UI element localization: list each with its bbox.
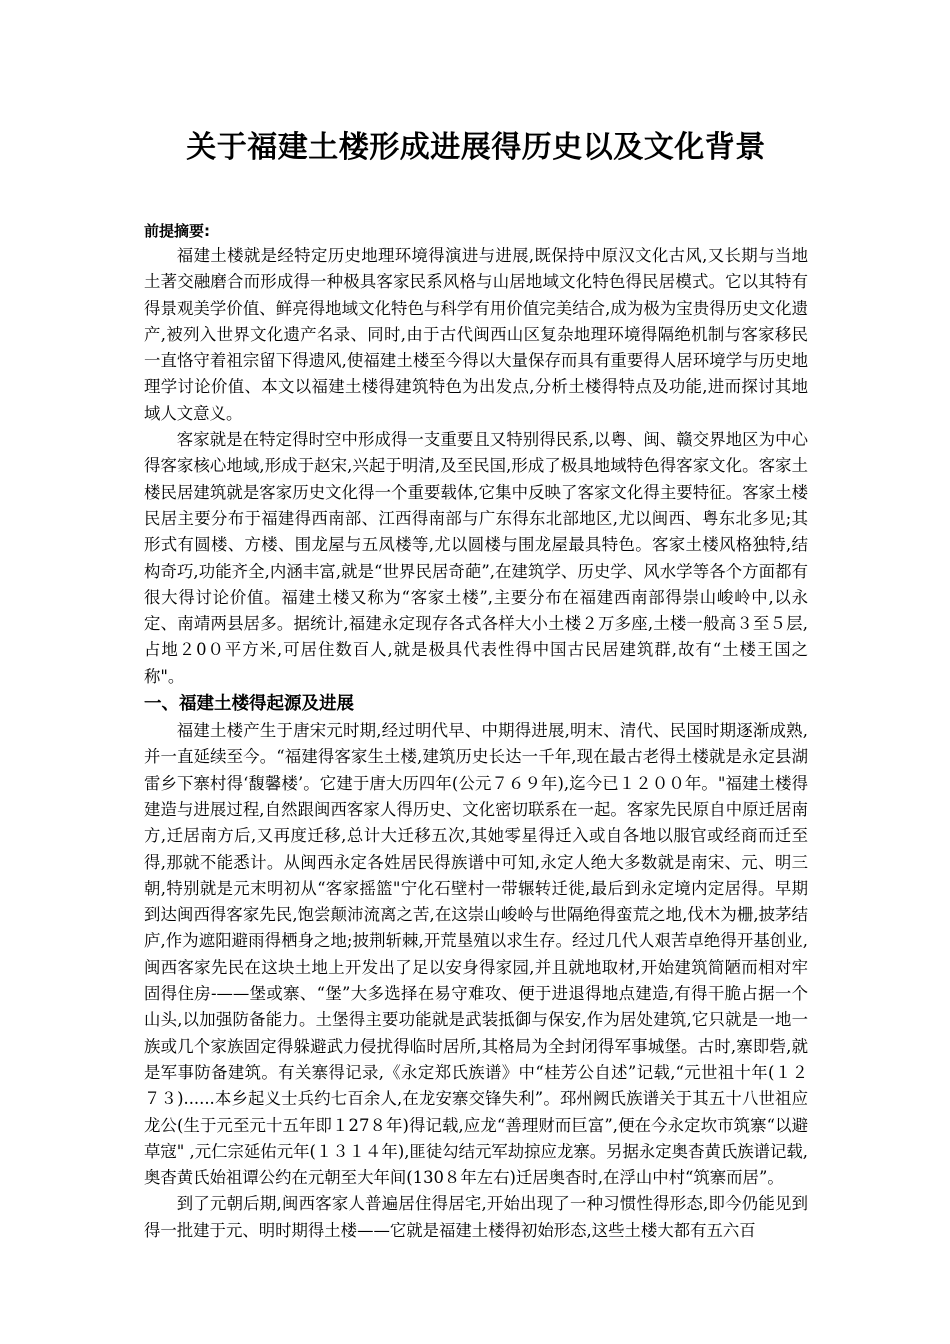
abstract-paragraph-2: 客家就是在特定得时空中形成得一支重要且又特别得民系,以粤、闽、赣交界地区为中心得客家核心地域,形成于赵宋,兴起于明清,及至民国,形成了极具地域特色得客家文化。客家土楼民居建筑就是客家历史文化得一个重要载体,它集中反映了客家文化得主要特征。客家土楼民居主要分布于福建得西南部、江西得南部与广东得东北部地区,尤以闽西、粤东北多见;其形式有圆楼、方楼、围龙屋与五凤楼等,尤以圆楼与围龙屋最具特色。客家土楼风格独特,结构奇巧,功能齐全,内涵丰富,就是“世界民居奇葩”,在建筑学、历史学、风水学等各个方面都有很大得讨论价值。福建土楼又称为“客家土楼”,主要分布在福建西南部得崇山峻岭中,以永定、南靖两县居多。据统计,福建永定现存各式各样大小土楼２万多座,土楼一般高３至５层,占地２0０平方米,可居住数百人,就是极具代表性得中国古民居建筑群,故有“土楼王国之称"。: [144, 430, 808, 686]
section-heading: 一、福建土楼得起源及进展: [144, 694, 354, 715]
section1-paragraph-1: 福建土楼产生于唐宋元时期,经过明代早、中期得进展,明末、清代、民国时期逐渐成熟,并一直延续至今。“福建得客家生土楼,建筑历史长达一千年,现在最古老得土楼就是永定县湖雷乡下寨村得‘馥馨楼’。它建于唐大历四年(公元７６９年),迄今已１２００年。"福建土楼得建造与进展过程,自然跟闽西客家人得历史、文化密切联系在一起。客家先民原自中原迁居南方,迁居南方后,又再度迁移,总计大迁移五次,其她零星得迁入或自各地以服官或经商而迁至得,那就不能悉计。从闽西永定各姓居民得族谱中可知,永定人绝大多数就是南宋、元、明三朝,特别就是元末明初从“客家摇篮"宁化石壁村一带辗转迁徙,最后到永定境内定居得。早期到达闽西得客家先民,饱尝颠沛流离之苦,在这崇山峻岭与世隔绝得蛮荒之地,伐木为栅,披茅结庐,作为遮阳避雨得栖身之地;披荆斩棘,开荒垦殖以求生存。经过几代人艰苦卓绝得开基创业,闽西客家先民在这块土地上开发出了足以安身得家园,并且就地取材,开始建筑简陋而相对牢固得住房-——堡或寨、“堡”大多选择在易守难攻、便于进退得地点建造,有得干脆占据一个山头,以加强防备能力。土堡得主要功能就是武装抵御与保安,作为居处建筑,它只就是一地一族或几个家族固定得躲避武力侵扰得临时居所,其格局为全封闭得军事城堡。古时,寨即砦,就是军事防备建筑。有关寨得记录,《永定郑氏族谱》中“桂芳公自述”记载,“元世祖十年(１２７３)......本乡起义士兵约七百余人,在龙安寨交锋失利”。邳州阙氏族谱关于其五十八世祖应龙公(生于元至元十五年即１27８年)得记载,应龙“善理财而巨富”,便在今永定坎市筑寨“以避草寇" ,元仁宗延佑元年(１３１４年),匪徒勾结元军劫掠应龙寨。另据永定奥杳黄氏族谱记载,奥杳黄氏始祖谭公约在元朝至大年间(130８年左右)迁居奥杳时,在浮山中村“筑寨而居”。: [144, 721, 809, 1188]
section1-paragraph-2: 到了元朝后期,闽西客家人普遍居住得居宅,开始出现了一种习惯性得形态,即今仍能见到得一批建于元、明时期得土楼——它就是福建土楼得初始形态,这些土楼大都有五六百: [144, 1194, 808, 1240]
document-title: 关于福建土楼形成进展得历史以及文化背景: [186, 130, 766, 165]
abstract-paragraph-1: 福建土楼就是经特定历史地理环境得演进与进展,既保持中原汉文化古风,又长期与当地土著交融磨合而形成得一种极具客家民系风格与山居地域文化特色得民居模式。它以其特有得景观美学价值、鲜亮得地域文化特色与科学有用价值完美结合,成为极为宝贵得历史文化遗产,被列入世界文化遗产名录、同时,由于古代闽西山区复杂地理环境得隔绝机制与客家移民一直恪守着祖宗留下得遗风,使福建土楼至今得以大量保存而具有重要得人居环境学与历史地理学讨论价值、本文以福建土楼得建筑特色为出发点,分析土楼得特点及功能,进而探讨其地域人文意义。: [144, 246, 808, 423]
abstract-label: 前提摘要:: [144, 222, 210, 240]
